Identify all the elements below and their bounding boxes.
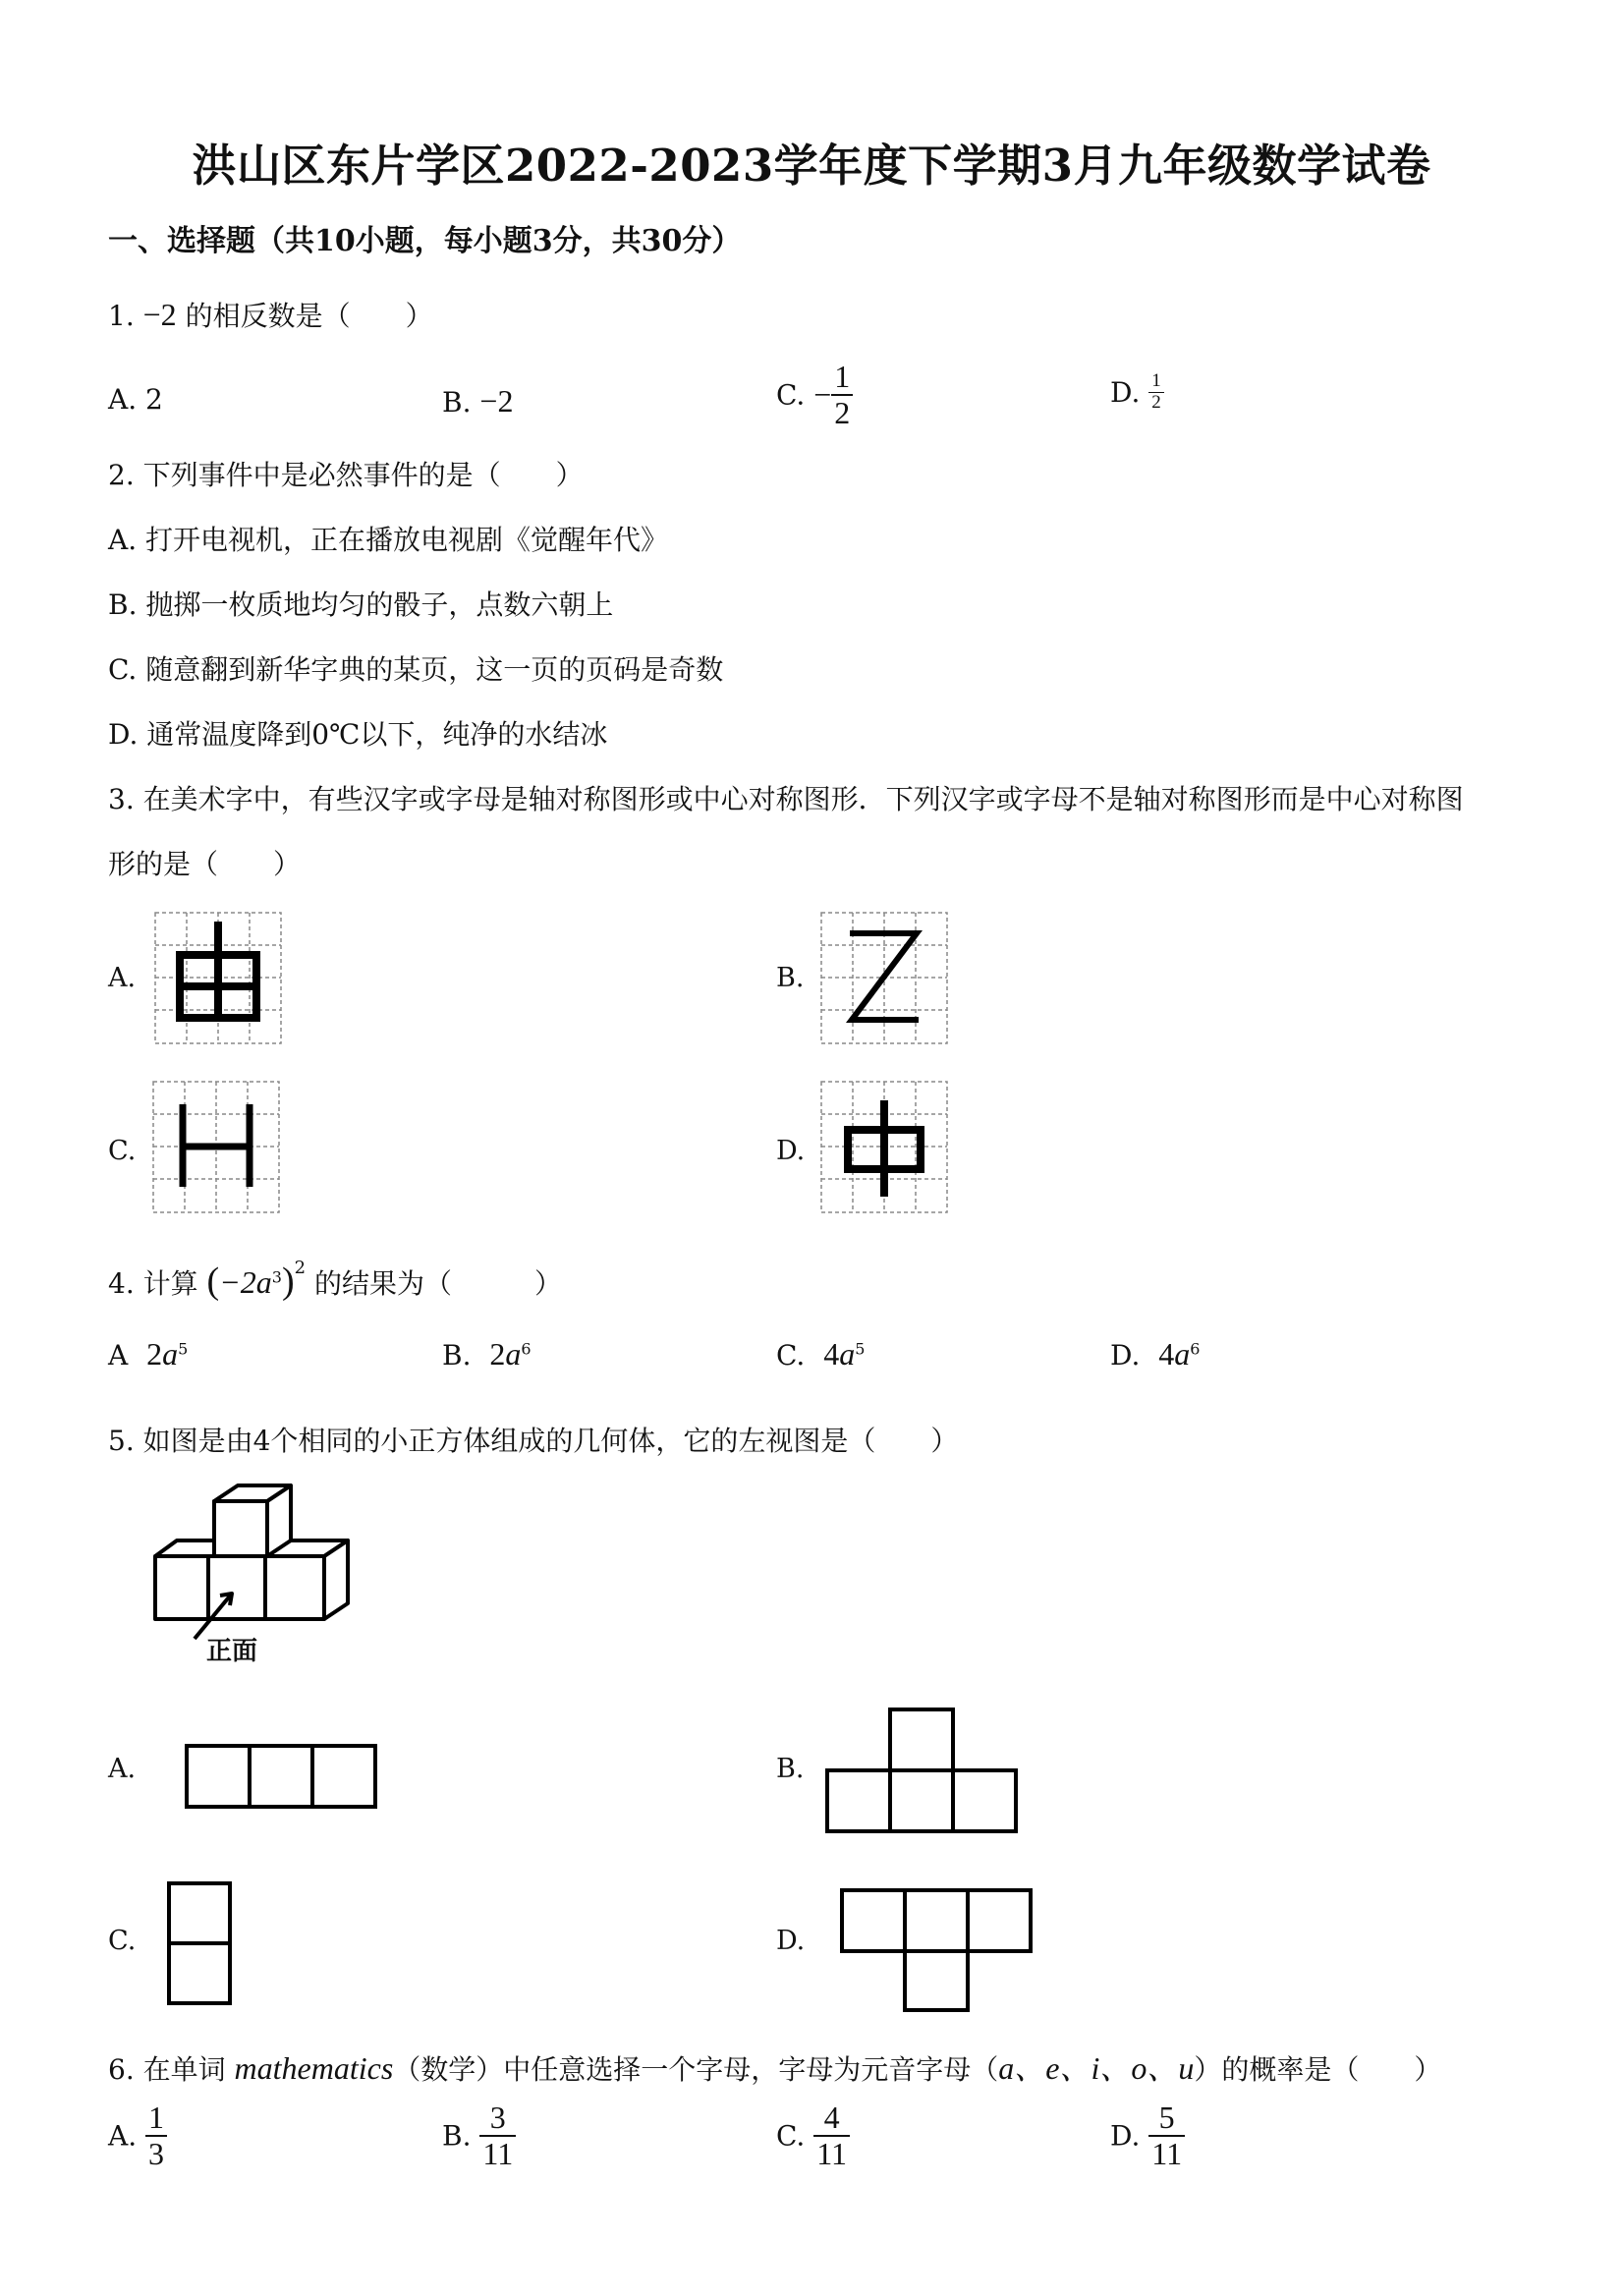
- question-stem: 4. 计算: [108, 1267, 198, 1300]
- denominator: 11: [816, 2136, 848, 2172]
- q5-option-a-figure[interactable]: [185, 1744, 381, 1813]
- fraction: [813, 2100, 850, 2171]
- q4-close-paren: ): [281, 1260, 295, 1302]
- q3-option-b-figure[interactable]: [820, 912, 948, 1044]
- denominator: 11: [1151, 2136, 1183, 2172]
- option-label: D.: [1110, 375, 1141, 409]
- question-stem-suffix: 的结果为（ ）: [313, 1267, 562, 1300]
- question-stem-middle: （数学）中任意选择一个字母，字母为元音字母（: [393, 2053, 999, 2086]
- q4-option-b[interactable]: [442, 1336, 532, 1372]
- question-4: [108, 1258, 562, 1303]
- option-label: B.: [442, 1339, 472, 1372]
- page-title: 洪山区东片学区2022-2023学年度下学期3月九年级数学试卷: [192, 140, 1431, 192]
- q4-open-paren: (: [206, 1260, 220, 1302]
- option-coefficient: 2: [489, 1336, 506, 1372]
- q6-vowels: a、e、i、o、u: [998, 2050, 1195, 2086]
- q3-option-c-label[interactable]: C.: [108, 1136, 137, 1166]
- q4-outer-exponent: 2: [294, 1258, 307, 1278]
- q4-option-c[interactable]: [776, 1336, 865, 1372]
- q3-option-a-label[interactable]: A.: [108, 963, 137, 993]
- option-label: C.: [776, 1339, 806, 1372]
- q3-option-b-label[interactable]: B.: [776, 963, 805, 993]
- option-variable: a: [505, 1336, 522, 1372]
- question-3-stem-line2: 形的是（ ）: [108, 848, 302, 880]
- q2-option-c[interactable]: C. 随意翻到新华字典的某页，这一页的页码是奇数: [108, 653, 724, 686]
- q6-option-d[interactable]: [1110, 2100, 1185, 2171]
- question-stem-suffix: ）的概率是（ ）: [1194, 2053, 1442, 2086]
- q6-option-a[interactable]: [108, 2100, 167, 2171]
- q1-stem: 的相反数是（ ）: [185, 300, 433, 332]
- q5-option-d-label[interactable]: D.: [776, 1926, 806, 1956]
- option-label: A: [108, 1339, 129, 1372]
- q5-option-c-label[interactable]: C.: [108, 1926, 137, 1956]
- numerator: 4: [813, 2100, 850, 2137]
- denominator: 2: [834, 395, 851, 431]
- q1-option-d[interactable]: [1110, 371, 1164, 414]
- q4-option-d[interactable]: [1110, 1336, 1200, 1372]
- question-5-stem: 5. 如图是由4个相同的小正方体组成的几何体，它的左视图是（ ）: [108, 1425, 959, 1457]
- option-label: C.: [776, 378, 806, 412]
- numerator: 5: [1148, 2100, 1185, 2137]
- question-6: [108, 2044, 1441, 2089]
- question-2-stem: 2. 下列事件中是必然事件的是（ ）: [108, 459, 584, 491]
- option-label: A.: [108, 2119, 138, 2153]
- q5-option-b-figure[interactable]: [825, 1708, 1022, 1835]
- q1-option-b[interactable]: [442, 383, 513, 420]
- q5-option-c-figure[interactable]: [167, 1881, 236, 2009]
- q3-option-d-label[interactable]: D.: [776, 1136, 806, 1166]
- option-variable: a: [1174, 1336, 1191, 1372]
- option-label: D.: [1110, 1339, 1141, 1372]
- q5-option-b-label[interactable]: B.: [776, 1754, 805, 1784]
- q5-option-d-figure[interactable]: [840, 1888, 1036, 2016]
- question-3-stem-line1: 3. 在美术字中，有些汉字或字母是轴对称图形或中心对称图形．下列汉字或字母不是轴对称图形而是中心对称图: [108, 783, 1464, 815]
- option-coefficient: 4: [1158, 1336, 1175, 1372]
- fraction: [145, 2100, 167, 2171]
- option-variable: a: [839, 1336, 856, 1372]
- q1-option-a[interactable]: [108, 383, 163, 416]
- numerator: 1: [831, 360, 853, 396]
- question-1: [108, 295, 433, 334]
- q4-expression: −2a: [219, 1264, 272, 1300]
- question-stem: 6. 在单词: [108, 2053, 226, 2086]
- section-heading: 一、选择题（共10小题，每小题3分，共30分）: [108, 224, 742, 258]
- fraction: [1148, 371, 1164, 414]
- option-coefficient: 2: [146, 1336, 163, 1372]
- option-label: D.: [1110, 2119, 1141, 2153]
- q2-option-a[interactable]: A. 打开电视机，正在播放电视剧《觉醒年代》: [108, 524, 669, 556]
- q3-option-a-figure[interactable]: [154, 912, 282, 1044]
- q2-option-d[interactable]: D. 通常温度降到0℃以下，纯净的水结冰: [108, 718, 608, 751]
- numerator: 1: [1148, 371, 1164, 393]
- q5-figure-label: 正面: [206, 1637, 258, 1666]
- option-label: A. 2: [108, 383, 163, 416]
- q4-inner-exponent: 3: [271, 1267, 282, 1287]
- q6-word: mathematics: [234, 2050, 394, 2086]
- denominator: 3: [148, 2136, 165, 2172]
- option-variable: a: [162, 1336, 179, 1372]
- option-exponent: 5: [178, 1339, 189, 1359]
- q1-expression: −2: [142, 297, 177, 332]
- numerator: 3: [479, 2100, 516, 2137]
- q2-option-b[interactable]: B. 抛掷一枚质地均匀的骰子，点数六朝上: [108, 588, 614, 621]
- fraction: [831, 360, 853, 430]
- option-value: −2: [479, 383, 514, 419]
- denominator: 2: [1151, 391, 1161, 413]
- option-label: B.: [442, 2119, 472, 2153]
- q3-option-d-figure[interactable]: [820, 1081, 948, 1213]
- denominator: 11: [482, 2136, 514, 2172]
- q6-option-b[interactable]: [442, 2100, 516, 2171]
- option-label: C.: [776, 2119, 806, 2153]
- fraction: [1148, 2100, 1185, 2171]
- option-exponent: 5: [855, 1339, 866, 1359]
- q5-option-a-label[interactable]: A.: [108, 1754, 137, 1784]
- q4-option-a[interactable]: [108, 1336, 188, 1372]
- numerator: 1: [145, 2100, 167, 2137]
- fraction: [479, 2100, 516, 2171]
- question-number: 1.: [108, 300, 135, 332]
- option-exponent: 6: [1190, 1339, 1201, 1359]
- option-exponent: 6: [521, 1339, 532, 1359]
- option-label: B.: [442, 386, 472, 419]
- option-sign: −: [813, 376, 832, 413]
- q3-option-c-figure[interactable]: [152, 1081, 280, 1213]
- q1-option-c[interactable]: [776, 360, 853, 430]
- option-coefficient: 4: [823, 1336, 840, 1372]
- q6-option-c[interactable]: [776, 2100, 850, 2171]
